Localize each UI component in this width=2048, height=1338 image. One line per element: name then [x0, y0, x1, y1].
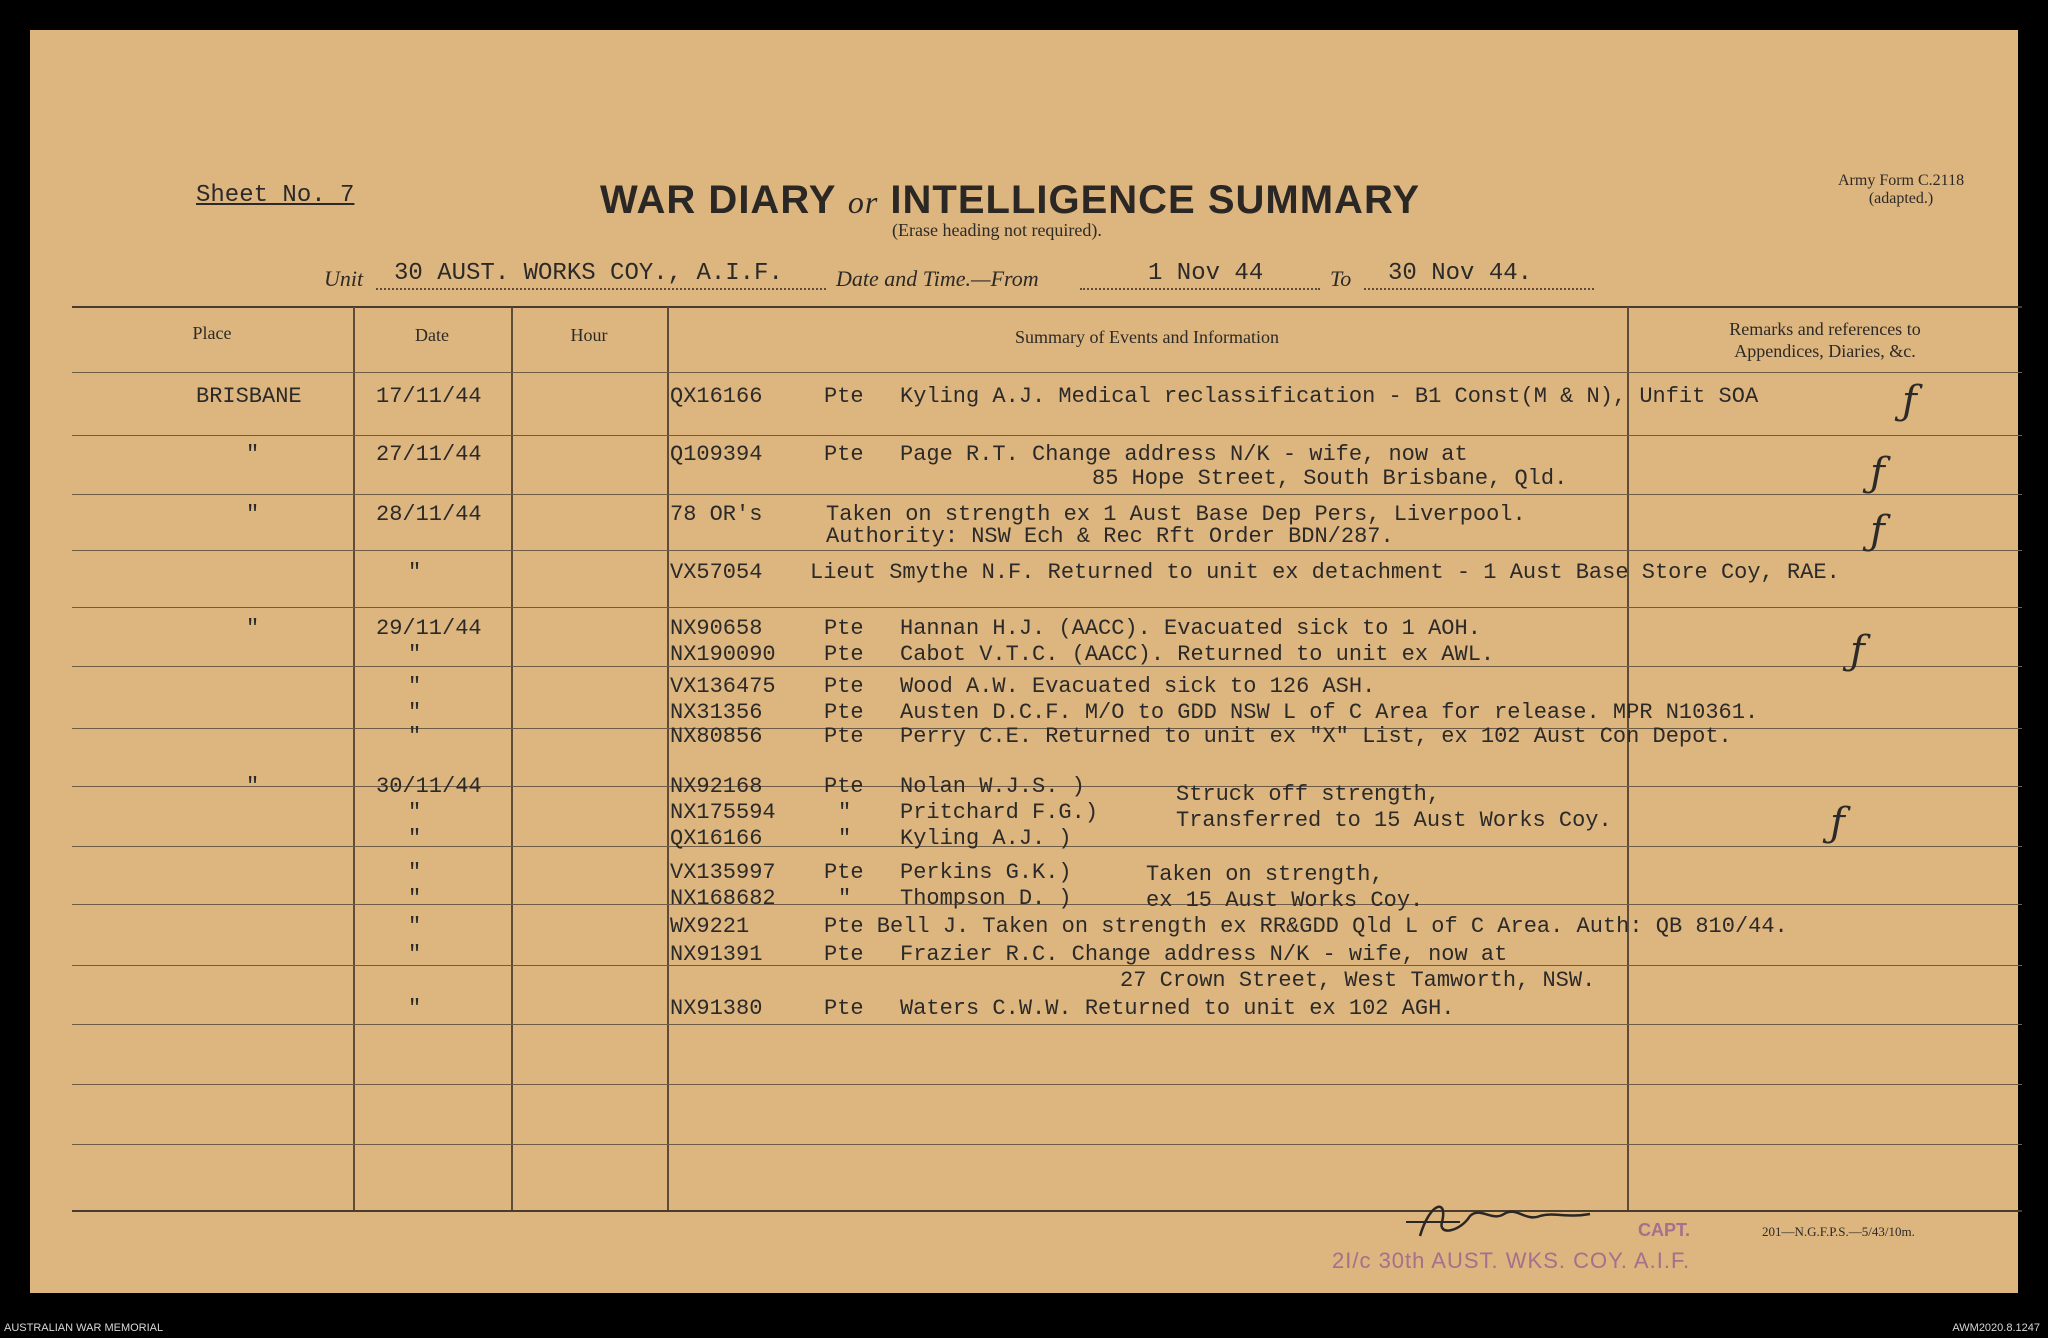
entry-text: Lieut Smythe N.F. Returned to unit ex detachment - 1 Aust Base Store Coy, RAE. [810, 560, 1840, 585]
date-to-dots [1364, 288, 1594, 290]
entry-date: " [408, 886, 422, 911]
entry-text: Wood A.W. Evacuated sick to 126 ASH. [900, 674, 1376, 699]
column-header-summary: Summary of Events and Information [1015, 327, 1279, 347]
entry-number: QX16166 [670, 384, 763, 409]
entry-number: 78 OR's [670, 502, 763, 527]
sos-bracket-text: Struck off strength, Transferred to 15 Aust Works Coy. [1176, 782, 1612, 833]
entry-rank: Pte [824, 384, 864, 409]
entry-place: " [246, 442, 260, 467]
date-from-value: 1 Nov 44 [1148, 260, 1264, 287]
entry-date: 27/11/44 [376, 442, 482, 467]
row-rule [72, 1084, 2022, 1085]
entry-number: NX92168 [670, 774, 763, 799]
entry-rank: Pte [824, 616, 864, 641]
page-title: WAR DIARY or INTELLIGENCE SUMMARY [600, 178, 1421, 222]
entry-text: 85 Hope Street, South Brisbane, Qld. [1092, 466, 1568, 491]
entry-date: " [408, 914, 422, 939]
entry-date: 29/11/44 [376, 616, 482, 641]
column-header-hour: Hour [570, 325, 608, 345]
entry-text: Kyling A.J. ) [900, 826, 1072, 851]
entry-text: Waters C.W.W. Returned to unit ex 102 AGH. [900, 996, 1455, 1021]
entry-place: " [246, 502, 260, 527]
entry-number: NX190090 [670, 642, 776, 667]
entry-text: Austen D.C.F. M/O to GDD NSW L of C Area for release. MPR N10361. [900, 700, 1759, 725]
entry-rank: Pte [824, 700, 864, 725]
entry-date: " [408, 724, 422, 749]
entry-date: " [408, 942, 422, 967]
entry-text: Hannan H.J. (AACC). Evacuated sick to 1 AOH. [900, 616, 1481, 641]
entry-number: QX16166 [670, 826, 763, 851]
entry-rank: Pte [824, 942, 864, 967]
diary-sheet [30, 30, 2018, 1293]
entry-text: Frazier R.C. Change address N/K - wife, now at [900, 942, 1508, 967]
column-divider-summary [1627, 307, 1629, 1210]
remarks-initials: ƒ [1902, 378, 1917, 424]
entry-number: NX175594 [670, 800, 776, 825]
unit-value: 30 AUST. WORKS COY., A.I.F. [394, 260, 783, 287]
row-rule [72, 435, 2022, 436]
entry-rank: Pte [824, 674, 864, 699]
entry-number: NX91380 [670, 996, 763, 1021]
column-header-date: Date [415, 325, 449, 345]
date-from-label: Date and Time.—From [836, 266, 1039, 291]
date-from-dots [1080, 288, 1320, 290]
entry-date: " [408, 826, 422, 851]
entry-date: 28/11/44 [376, 502, 482, 527]
date-to-value: 30 Nov 44. [1388, 260, 1533, 287]
entry-date: " [408, 560, 422, 585]
entry-rank: Pte [824, 724, 864, 749]
row-rule [72, 1144, 2022, 1145]
entry-text: 27 Crown Street, West Tamworth, NSW. [1120, 968, 1596, 993]
date-to-label: To [1330, 266, 1352, 291]
entry-date: " [408, 800, 422, 825]
entry-text: Nolan W.J.S. ) [900, 774, 1085, 799]
entry-date: 17/11/44 [376, 384, 482, 409]
stamp-unit: 2I/c 30th AUST. WKS. COY. A.I.F. [1332, 1248, 1691, 1273]
column-divider-place [353, 307, 355, 1210]
sheet-number: Sheet No. 7 [196, 182, 355, 209]
entry-number: NX91391 [670, 942, 763, 967]
entry-number: NX31356 [670, 700, 763, 725]
print-code: 201—N.G.F.P.S.—5/43/10m. [1762, 1224, 1915, 1239]
entry-date: " [408, 996, 422, 1021]
entry-number: WX9221 [670, 914, 750, 939]
entry-text: Kyling A.J. Medical reclassification - B1 Const(M & N), Unfit SOA [900, 384, 1759, 409]
row-rule [72, 1024, 2022, 1025]
entry-text: Thompson D. ) [900, 886, 1072, 911]
entry-text: Pritchard F.G.) [900, 800, 1099, 825]
unit-label: Unit [324, 266, 364, 291]
row-rule [72, 372, 2022, 373]
table-bottom-rule [72, 1210, 2022, 1212]
remarks-initials: ƒ [1870, 508, 1885, 554]
entry-rank: Pte [824, 442, 864, 467]
column-header-place: Place [192, 323, 232, 343]
entry-date: " [408, 700, 422, 725]
entry-rank: " [838, 886, 852, 911]
entry-text: Cabot V.T.C. (AACC). Returned to unit ex AWL. [900, 642, 1495, 667]
entry-text: Page R.T. Change address N/K - wife, now at [900, 442, 1468, 467]
entry-place: BRISBANE [196, 384, 302, 409]
archive-reference: AWM2020.8.1247 [1952, 1322, 2040, 1334]
officer-signature [1400, 1192, 1600, 1242]
unit-dots [376, 288, 826, 290]
entry-text: Pte Bell J. Taken on strength ex RR&GDD Qld L of C Area. Auth: QB 810/44. [824, 914, 1788, 939]
entry-rank: Pte [824, 996, 864, 1021]
entry-place: " [246, 774, 260, 799]
entry-number: NX168682 [670, 886, 776, 911]
column-divider-hour [667, 307, 669, 1210]
entry-date: 30/11/44 [376, 774, 482, 799]
entry-date: " [408, 642, 422, 667]
entry-rank: " [838, 800, 852, 825]
entry-date: " [408, 674, 422, 699]
entry-text: Authority: NSW Ech & Rec Rft Order BDN/287. [826, 524, 1394, 549]
entry-rank: Pte [824, 860, 864, 885]
row-rule [72, 550, 2022, 551]
entry-number: VX57054 [670, 560, 763, 585]
entry-number: Q109394 [670, 442, 763, 467]
column-divider-date [511, 307, 513, 1210]
entry-place: " [246, 616, 260, 641]
entry-text: Taken on strength ex 1 Aust Base Dep Pers, Liverpool. [826, 502, 1526, 527]
archive-credit: AUSTRALIAN WAR MEMORIAL [4, 1322, 164, 1334]
tos-bracket-text: Taken on strength, ex 15 Aust Works Coy. [1146, 862, 1424, 913]
remarks-initials: ƒ [1850, 628, 1865, 674]
table-top-rule [72, 306, 2022, 308]
entry-text: Perkins G.K.) [900, 860, 1072, 885]
row-rule [72, 607, 2022, 608]
row-rule [72, 494, 2022, 495]
entry-date: " [408, 860, 422, 885]
entry-number: NX80856 [670, 724, 763, 749]
column-header-remarks: Remarks and references to Appendices, Diaries, &c. [1729, 319, 1921, 361]
stamp-rank: CAPT. [1638, 1220, 1691, 1240]
entry-rank: Pte [824, 642, 864, 667]
entry-number: NX90658 [670, 616, 763, 641]
army-form-label: Army Form C.2118 (adapted.) [1838, 172, 1965, 207]
entry-rank: " [838, 826, 852, 851]
entry-number: VX136475 [670, 674, 776, 699]
entry-text: Perry C.E. Returned to unit ex "X" List, ex 102 Aust Con Depot. [900, 724, 1732, 749]
entry-rank: Pte [824, 774, 864, 799]
entry-number: VX135997 [670, 860, 776, 885]
remarks-initials: ƒ [1870, 450, 1885, 496]
page-subtitle: (Erase heading not required). [892, 220, 1102, 240]
remarks-initials: ƒ [1830, 800, 1845, 846]
